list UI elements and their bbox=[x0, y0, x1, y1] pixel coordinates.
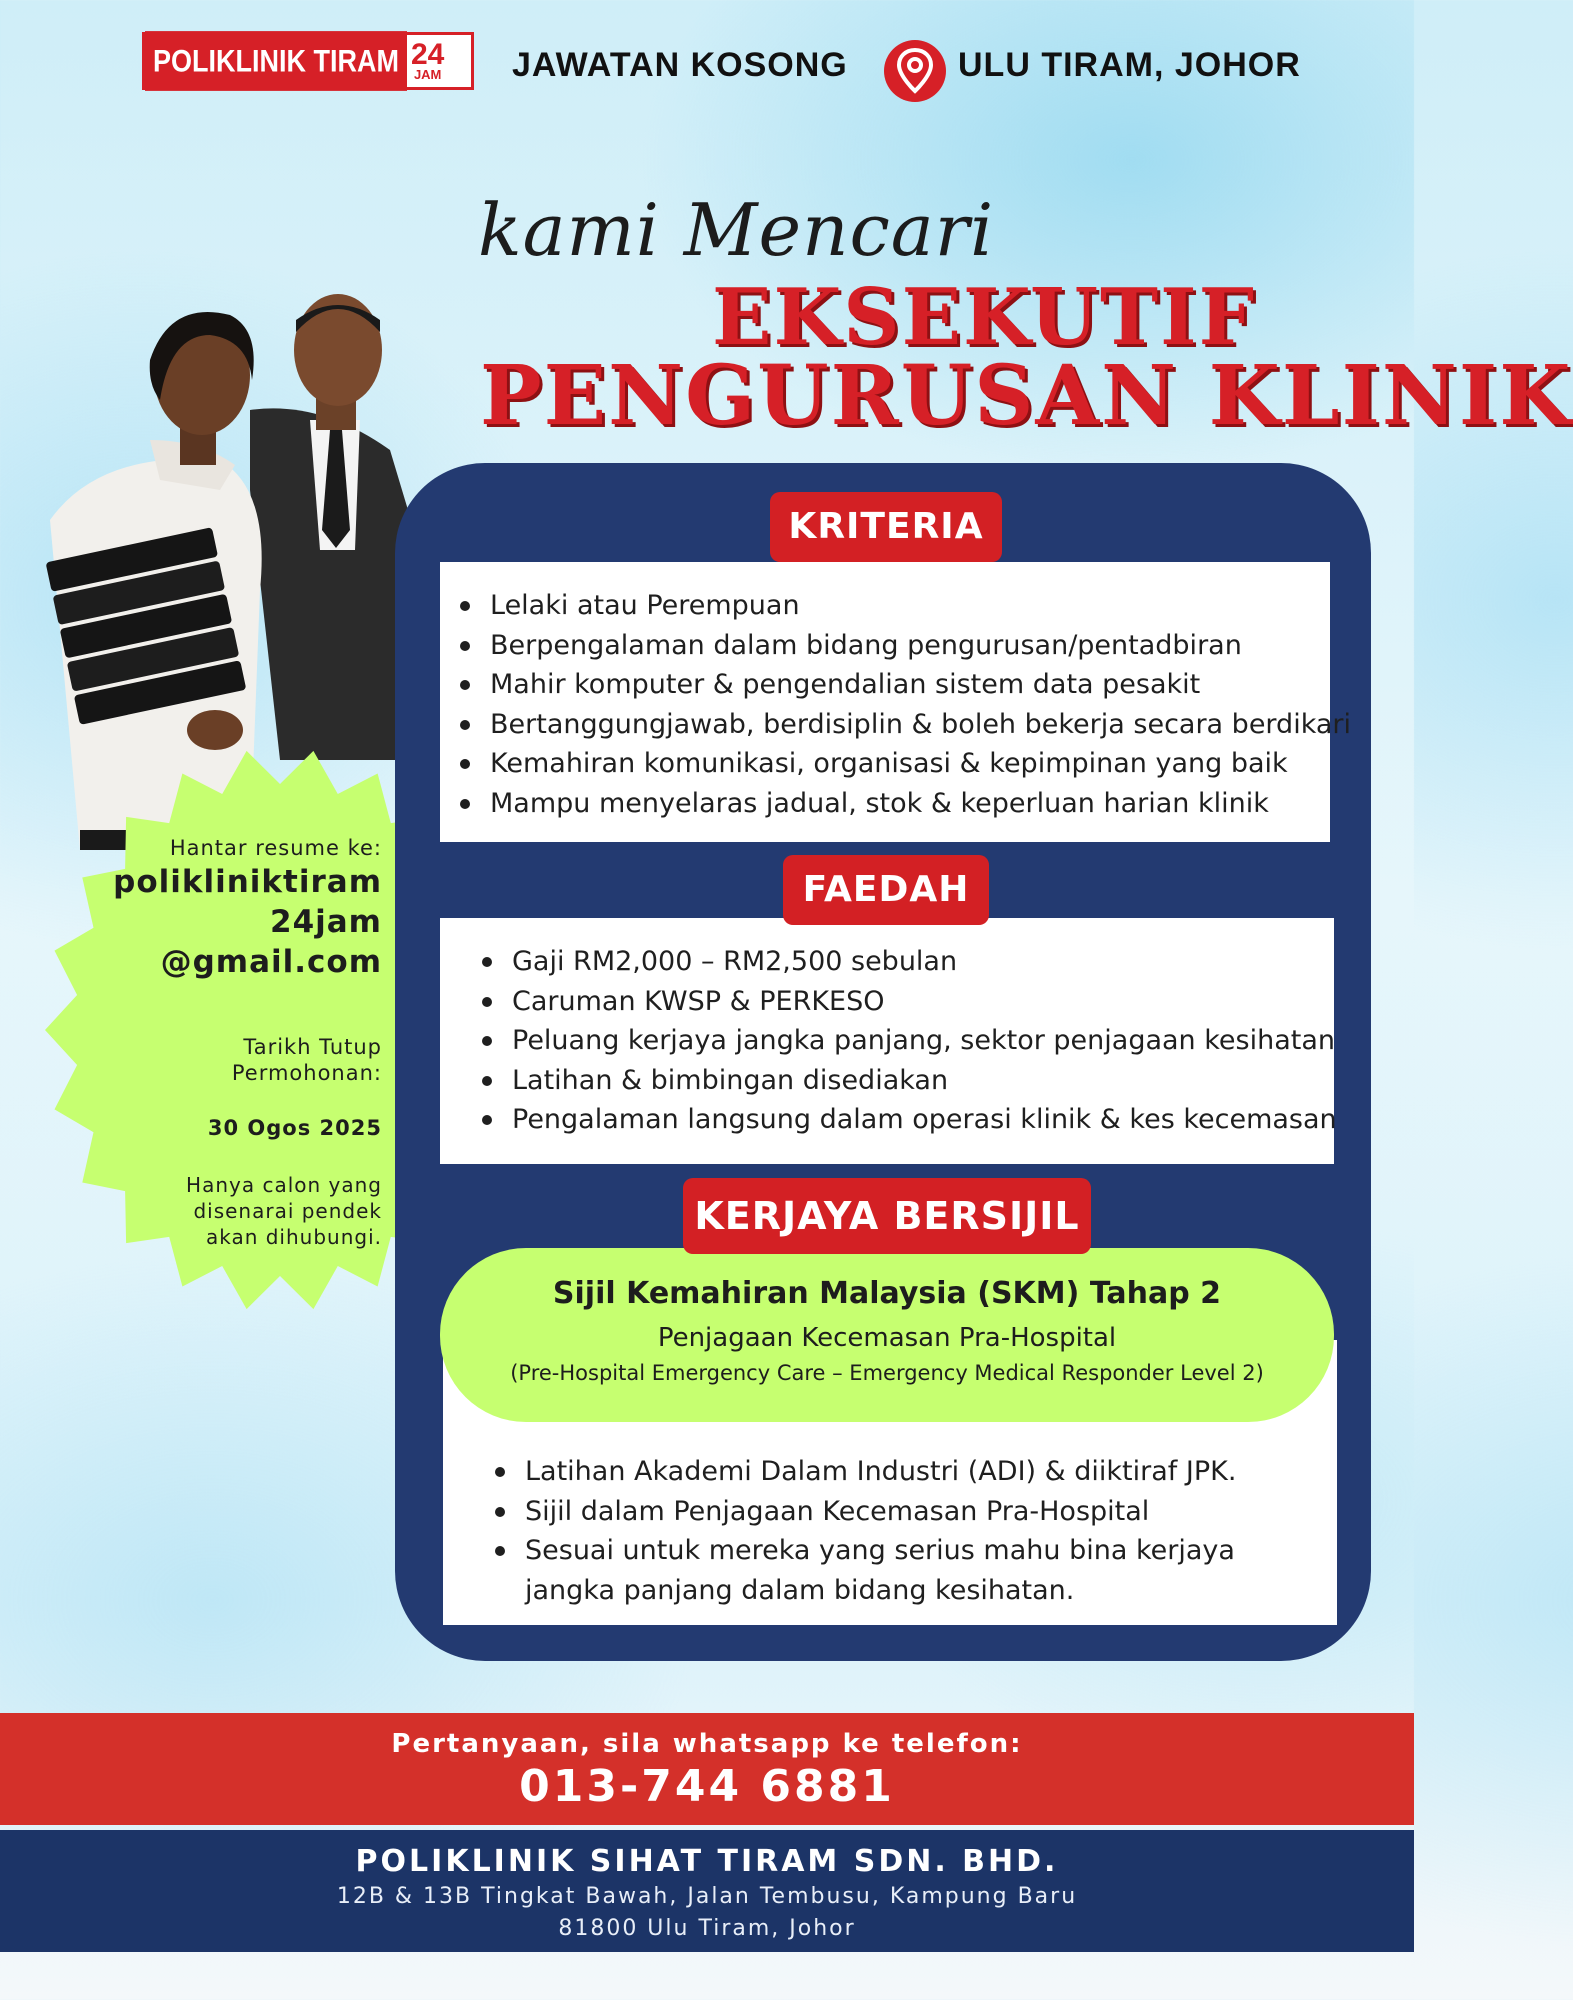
closing-label-line-2: Permohonan: bbox=[231, 1061, 382, 1085]
email-part-2: 24jam bbox=[270, 904, 382, 940]
criteria-item: Bertanggungjawab, berdisiplin & boleh bekerja secara berdikari bbox=[456, 705, 1330, 745]
benefit-item: Gaji RM2,000 – RM2,500 sebulan bbox=[478, 942, 1334, 982]
closing-label bbox=[100, 1034, 382, 1086]
career-heading: KERJAYA BERSIJIL bbox=[683, 1178, 1091, 1254]
job-vacancy-label: JAWATAN KOSONG bbox=[512, 46, 848, 84]
company-name: POLIKLINIK SIHAT TIRAM SDN. BHD. bbox=[355, 1844, 1059, 1879]
criteria-item: Kemahiran komunikasi, organisasi & kepimpinan yang baik bbox=[456, 744, 1330, 784]
criteria-item: Mampu menyelaras jadual, stok & keperluan harian klinik bbox=[456, 784, 1330, 824]
location-pin-icon bbox=[884, 40, 946, 102]
contact-phone[interactable]: 013-744 6881 bbox=[519, 1761, 895, 1812]
benefit-item: Pengalaman langsung dalam operasi klinik & kes kecemasan bbox=[478, 1100, 1334, 1140]
closing-label-line-1: Tarikh Tutup bbox=[243, 1035, 382, 1059]
criteria-box bbox=[440, 562, 1352, 842]
career-item: Latihan Akademi Dalam Industri (ADI) & diiktiraf JPK. bbox=[491, 1452, 1251, 1492]
note-line-1: Hanya calon yang bbox=[186, 1173, 382, 1197]
criteria-item: Mahir komputer & pengendalian sistem data pesakit bbox=[456, 665, 1330, 705]
criteria-item: Lelaki atau Perempuan bbox=[456, 586, 1330, 626]
logo-24: 24 bbox=[410, 37, 445, 71]
certificate-banner bbox=[440, 1248, 1334, 1422]
criteria-heading: KRITERIA bbox=[770, 492, 1002, 562]
email-part-3: @gmail.com bbox=[160, 944, 382, 980]
company-address-line-1: 12B & 13B Tingkat Bawah, Jalan Tembusu, Kampung Baru bbox=[336, 1884, 1078, 1909]
career-item: Sesuai untuk mereka yang serius mahu bina kerjaya jangka panjang dalam bidang kesihatan. bbox=[491, 1531, 1251, 1610]
certificate-title: Sijil Kemahiran Malaysia (SKM) Tahap 2 bbox=[552, 1276, 1222, 1311]
certificate-english: (Pre-Hospital Emergency Care – Emergency Medical Responder Level 2) bbox=[510, 1361, 1264, 1385]
title-line-1: EKSEKUTIF bbox=[712, 272, 1256, 363]
company-footer bbox=[0, 1830, 1414, 1952]
clinic-logo bbox=[142, 32, 474, 90]
benefits-box bbox=[440, 918, 1337, 1164]
title-line-2: PENGURUSAN KLINIK bbox=[480, 348, 1573, 444]
company-address-line-2: 81800 Ulu Tiram, Johor bbox=[558, 1916, 856, 1941]
note-line-3: akan dihubungi. bbox=[205, 1225, 382, 1249]
send-resume-label: Hantar resume ke: bbox=[169, 836, 382, 860]
criteria-item: Berpengalaman dalam bidang pengurusan/pentadbiran bbox=[456, 626, 1330, 666]
certificate-subtitle: Penjagaan Kecemasan Pra-Hospital bbox=[657, 1323, 1117, 1353]
benefit-item: Latihan & bimbingan disediakan bbox=[478, 1061, 1334, 1101]
location-label: ULU TIRAM, JOHOR bbox=[958, 46, 1301, 84]
title-script: kami Mencari bbox=[478, 188, 995, 272]
note-line-2: disenarai pendek bbox=[193, 1199, 382, 1223]
contact-question: Pertanyaan, sila whatsapp ke telefon: bbox=[391, 1729, 1023, 1759]
benefit-item: Caruman KWSP & PERKESO bbox=[478, 982, 1334, 1022]
email-address[interactable] bbox=[100, 862, 382, 982]
shortlist-note bbox=[100, 1172, 382, 1250]
email-part-1: polikliniktiram bbox=[113, 864, 382, 900]
logo-jam: JAM bbox=[413, 67, 442, 83]
benefits-list bbox=[478, 942, 1337, 1140]
contact-banner bbox=[0, 1713, 1414, 1825]
logo-24-jam bbox=[407, 35, 448, 87]
career-list bbox=[491, 1452, 1337, 1610]
criteria-list bbox=[456, 586, 1352, 823]
closing-date: 30 Ogos 2025 bbox=[207, 1116, 382, 1140]
logo-name: POLIKLINIK TIRAM bbox=[145, 31, 407, 91]
benefit-item: Peluang kerjaya jangka panjang, sektor penjagaan kesihatan bbox=[478, 1021, 1334, 1061]
benefits-heading: FAEDAH bbox=[783, 855, 989, 925]
career-item: Sijil dalam Penjagaan Kecemasan Pra-Hospital bbox=[491, 1492, 1251, 1532]
